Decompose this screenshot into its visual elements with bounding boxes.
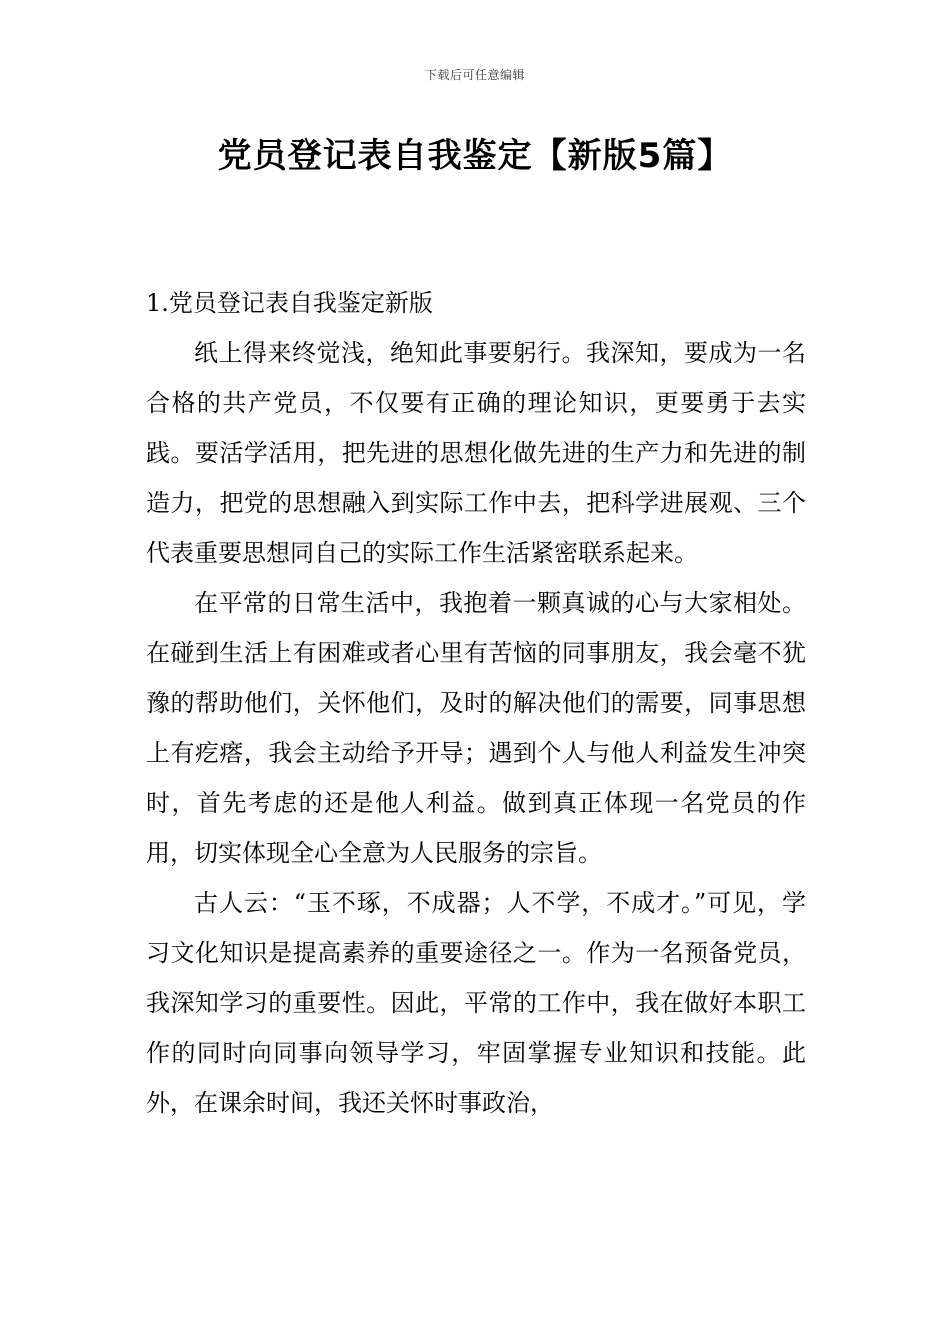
paragraph: 古人云：“玉不琢，不成器；人不学，不成才。”可见，学习文化知识是提高素养的重要途径之一。作为一名预备党员，我深知学习的重要性。因此，平常的工作中，我在做好本职工作的同时向同事向领导学习，牢固掌握专业知识和技能。此外，在课余时间，我还关怀时事政治， [146, 889, 806, 1117]
paragraph: 纸上得来终觉浅，绝知此事要躬行。我深知，要成为一名合格的共产党员，不仅要有正确的理论知识，更要勇于去实践。要活学活用，把先进的思想化做先进的生产力和先进的制造力，把党的思想融入到实际工作中去，把科学进展观、三个代表重要思想同自己的实际工作生活紧密联系起来。 [146, 339, 806, 567]
document-title: 党员登记表自我鉴定【新版5篇】 [217, 136, 733, 176]
header-note: 下载后可任意编辑 [424, 68, 525, 82]
section-heading: 1.党员登记表自我鉴定新版 [146, 289, 433, 317]
paragraph: 在平常的日常生活中，我抱着一颗真诚的心与大家相处。在碰到生活上有困难或者心里有苦恼的同事朋友，我会毫不犹豫的帮助他们，关怀他们，及时的解决他们的需要，同事思想上有疙瘩，我会主动给予开导；遇到个人与他人利益发生冲突时，首先考虑的还是他人利益。做到真正体现一名党员的作用，切实体现全心全意为人民服务的宗旨。 [146, 589, 806, 867]
document-body [146, 278, 806, 1128]
